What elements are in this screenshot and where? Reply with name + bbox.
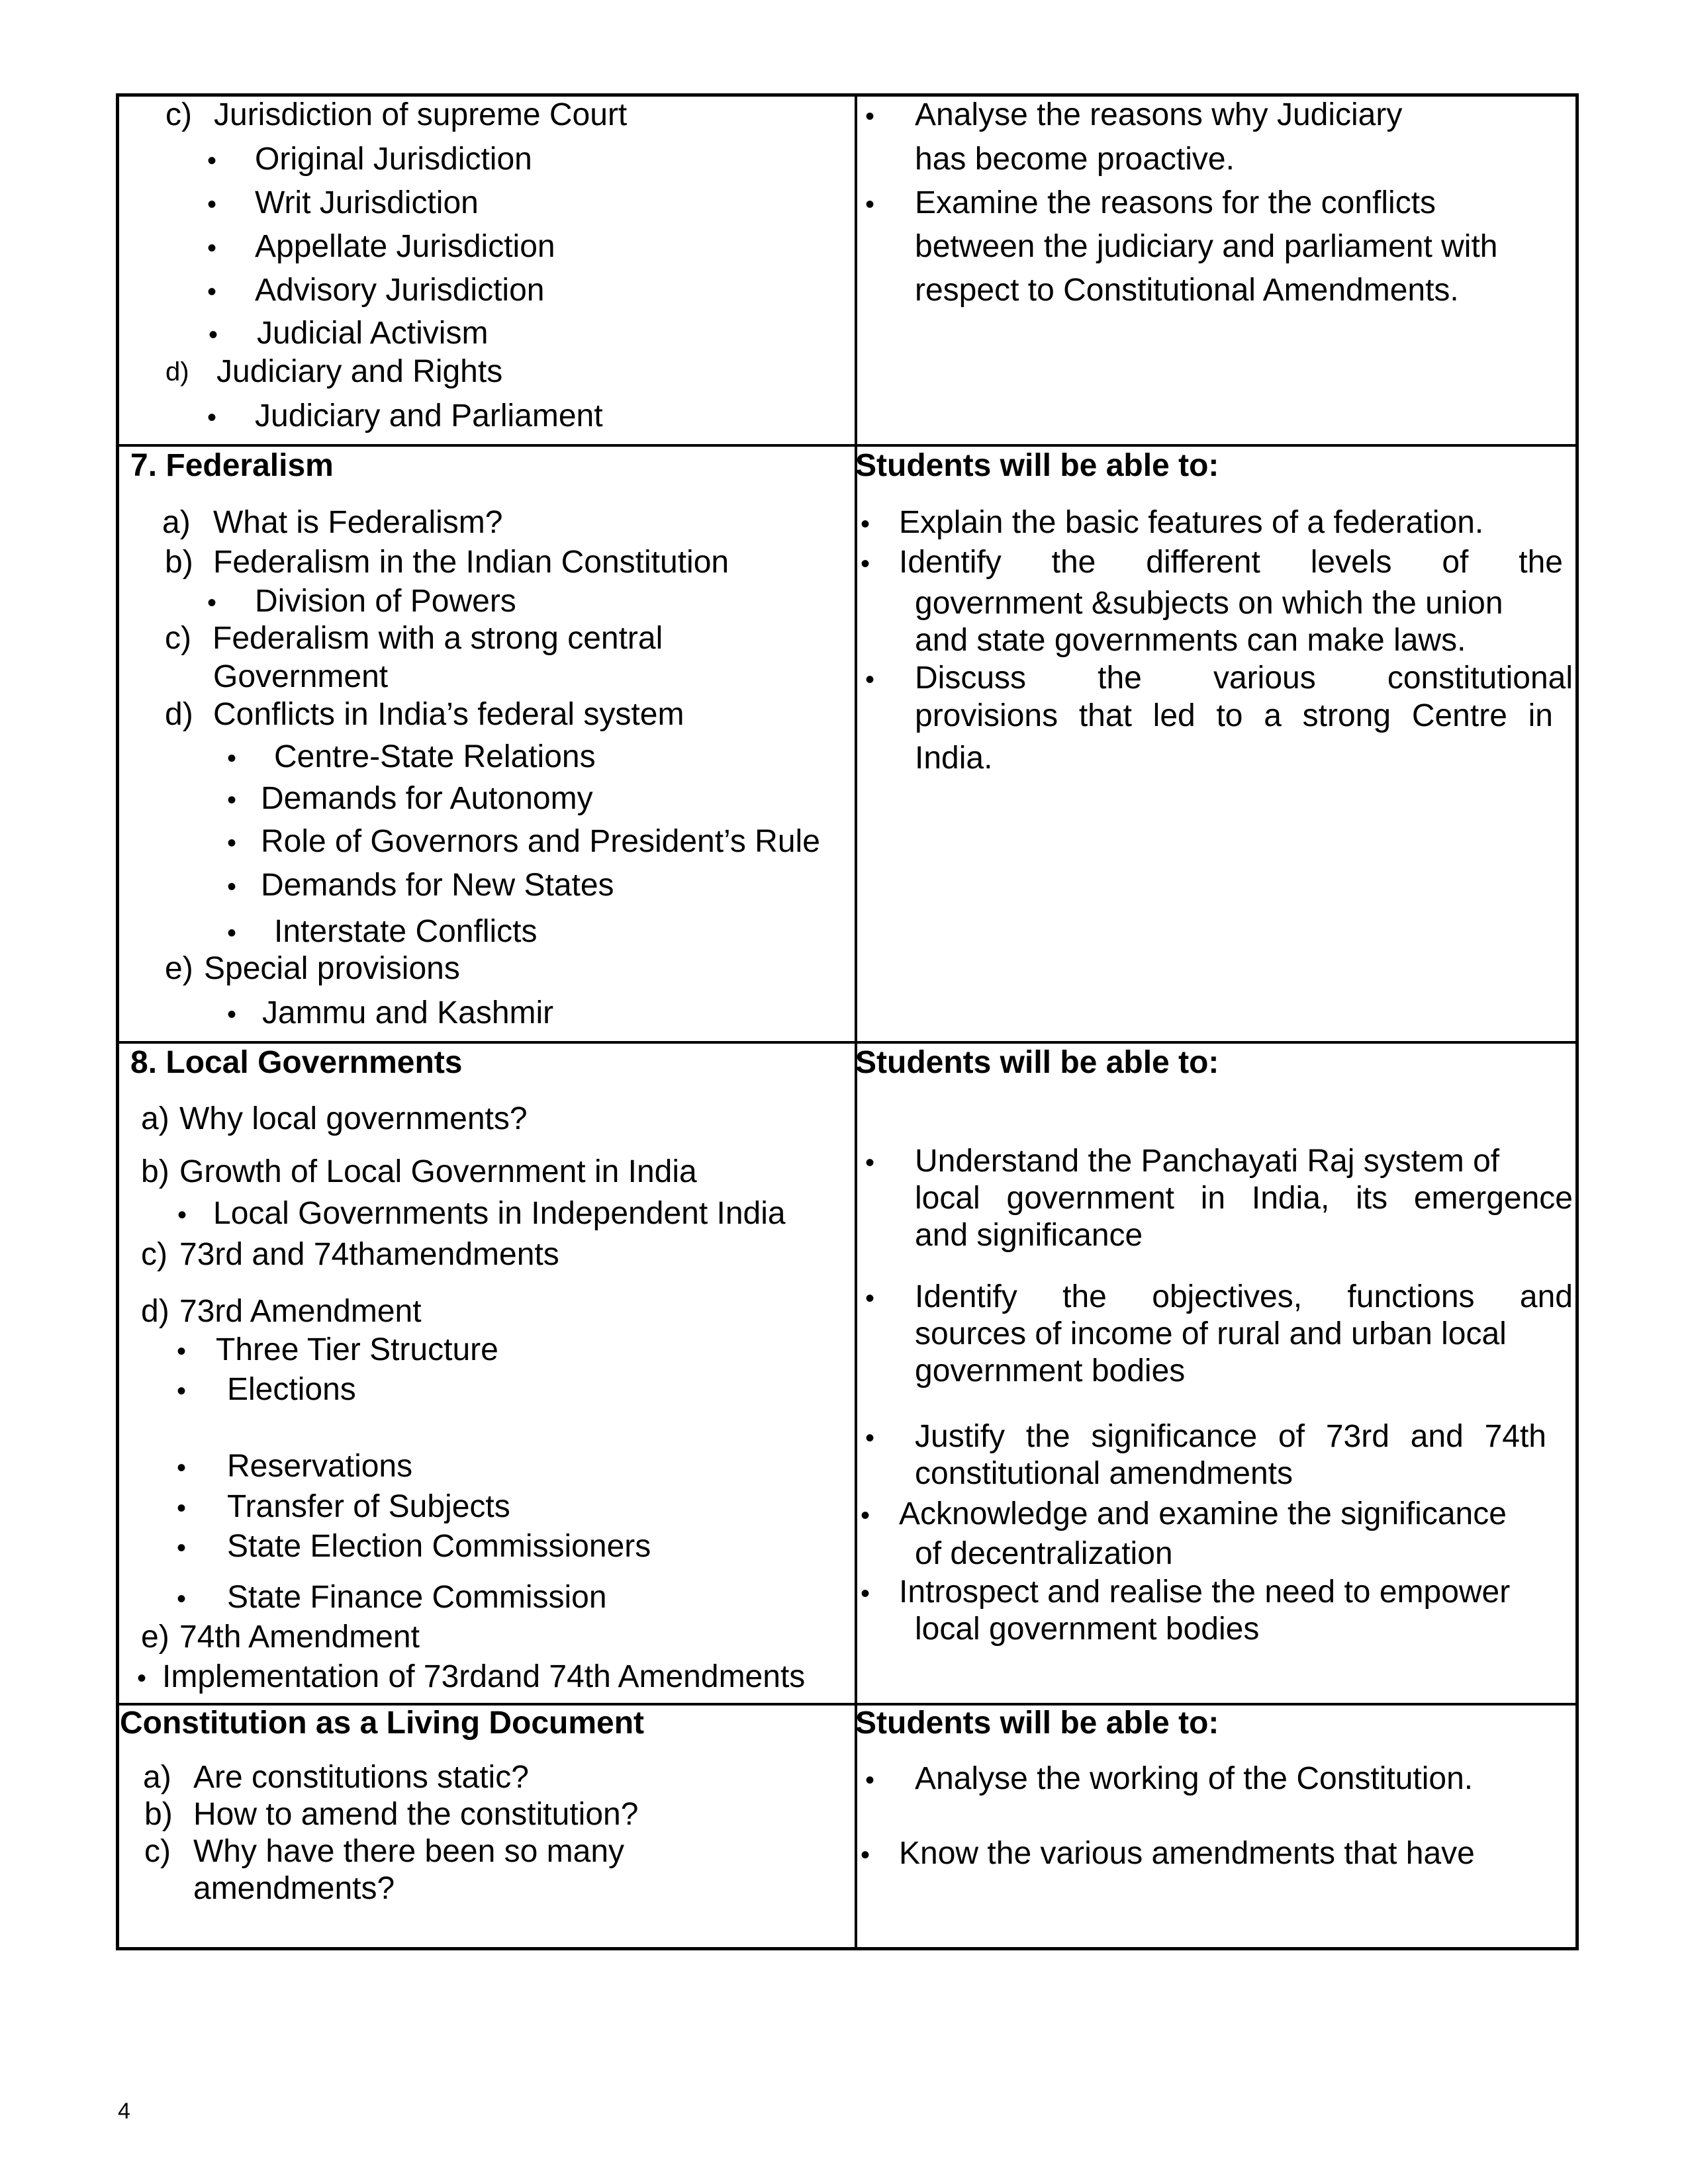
list-marker: a): [143, 1760, 171, 1795]
outcome-line: has become proactive.: [915, 142, 1235, 177]
bullet-icon: •: [861, 1579, 870, 1608]
list-marker: d): [165, 357, 189, 387]
list-item: 73rd and 74thamendments: [179, 1237, 559, 1272]
list-item: Local Governments in Independent India: [213, 1196, 786, 1231]
list-item: Transfer of Subjects: [227, 1489, 510, 1524]
list-item: Jammu and Kashmir: [262, 995, 554, 1030]
list-item: Judicial Activism: [257, 316, 489, 351]
outcome-line: local government in India, its emergence: [915, 1181, 1573, 1216]
list-item: Demands for New States: [261, 868, 614, 903]
bullet-icon: •: [177, 1377, 187, 1406]
list-item: Growth of Local Government in India: [179, 1154, 697, 1189]
outcome-line: Identify the objectives, functions and: [915, 1279, 1573, 1314]
outcome-line: Know the various amendments that have: [899, 1836, 1475, 1871]
bullet-icon: •: [865, 1284, 875, 1313]
outcome-line: Discuss the various constitutional: [915, 660, 1573, 696]
bullet-icon: •: [177, 1494, 187, 1523]
list-item: State Election Commissioners: [227, 1529, 651, 1564]
list-marker: b): [165, 545, 193, 580]
list-item: 73rd Amendment: [179, 1294, 422, 1329]
list-marker: e): [165, 951, 193, 986]
bullet-icon: •: [207, 403, 217, 432]
bullet-icon: •: [207, 277, 217, 306]
list-item: Special provisions: [204, 951, 460, 986]
bullet-icon: •: [861, 1501, 870, 1530]
list-item: Jurisdiction of supreme Court: [214, 97, 628, 132]
bullet-icon: •: [207, 588, 217, 617]
list-item: Division of Powers: [255, 584, 516, 619]
outcome-line: constitutional amendments: [915, 1456, 1293, 1491]
bullet-icon: •: [227, 1000, 237, 1029]
outcome-line: and significance: [915, 1218, 1143, 1253]
outcome-line: and state governments can make laws.: [915, 623, 1466, 658]
outcome-line: sources of income of rural and urban local: [915, 1316, 1507, 1351]
section-heading: 8. Local Governments: [130, 1045, 463, 1080]
outcome-line: government bodies: [915, 1353, 1186, 1388]
bullet-icon: •: [177, 1337, 187, 1366]
list-item: State Finance Commission: [227, 1580, 607, 1615]
list-marker: b): [141, 1154, 169, 1189]
column-divider: [855, 93, 857, 1950]
outcomes-heading: Students will be able to:: [855, 1045, 1219, 1080]
list-item: Implementation of 73rdand 74th Amendments: [162, 1659, 806, 1694]
page-number: 4: [118, 2099, 130, 2124]
outcome-line: Introspect and realise the need to empower: [899, 1574, 1511, 1610]
bullet-icon: •: [209, 320, 218, 349]
list-item: Appellate Jurisdiction: [255, 229, 555, 264]
list-item: Role of Governors and President’s Rule: [261, 824, 820, 859]
list-item: Government: [213, 659, 389, 694]
outcomes-heading: Students will be able to:: [855, 448, 1219, 483]
list-item: Reservations: [227, 1449, 413, 1484]
bullet-icon: •: [227, 829, 237, 858]
bullet-icon: •: [861, 549, 870, 578]
row-divider: [116, 444, 1579, 447]
bullet-icon: •: [865, 665, 875, 694]
outcome-line: provisions that led to a strong Centre in: [915, 698, 1553, 733]
bullet-icon: •: [207, 146, 217, 175]
bullet-icon: •: [227, 786, 237, 815]
outcome-line: Identify the different levels of the: [899, 545, 1563, 580]
outcome-line: government &subjects on which the union: [915, 586, 1503, 621]
section-heading: Constitution as a Living Document: [120, 1706, 645, 1741]
list-item: Elections: [227, 1372, 356, 1407]
list-marker: c): [141, 1237, 167, 1272]
list-marker: a): [162, 505, 191, 540]
list-marker: c): [144, 1834, 171, 1869]
outcome-line: Justify the significance of 73rd and 74th: [915, 1419, 1546, 1454]
list-item: Are constitutions static?: [193, 1760, 529, 1795]
list-item: Federalism in the Indian Constitution: [213, 545, 729, 580]
list-item: Interstate Conflicts: [274, 914, 538, 949]
list-item: Federalism with a strong central: [212, 621, 663, 656]
list-marker: e): [141, 1619, 169, 1655]
bullet-icon: •: [865, 1766, 875, 1795]
list-marker: d): [141, 1294, 169, 1329]
list-marker: c): [165, 97, 192, 132]
bullet-icon: •: [177, 1533, 187, 1563]
bullet-icon: •: [207, 234, 217, 263]
bullet-icon: •: [177, 1584, 187, 1614]
outcome-line: India.: [915, 741, 993, 776]
outcome-line: local government bodies: [915, 1612, 1260, 1647]
list-item: Judiciary and Rights: [216, 354, 503, 389]
bullet-icon: •: [227, 919, 237, 948]
list-item: Conflicts in India’s federal system: [213, 697, 684, 732]
outcome-line: Analyse the working of the Constitution.: [915, 1761, 1474, 1796]
bullet-icon: •: [137, 1664, 147, 1693]
bullet-icon: •: [861, 1841, 870, 1870]
list-item: Three Tier Structure: [216, 1332, 498, 1367]
bullet-icon: •: [865, 102, 875, 131]
outcome-line: between the judiciary and parliament with: [915, 229, 1498, 264]
list-item: How to amend the constitution?: [193, 1797, 639, 1832]
outcome-line: Understand the Panchayati Raj system of: [915, 1144, 1500, 1179]
list-item: Demands for Autonomy: [261, 781, 593, 816]
list-item: Why local governments?: [179, 1101, 528, 1136]
bullet-icon: •: [207, 190, 217, 219]
bullet-icon: •: [177, 1201, 187, 1230]
outcomes-heading: Students will be able to:: [855, 1706, 1219, 1741]
section-heading: 7. Federalism: [130, 448, 334, 483]
outcome-line: Analyse the reasons why Judiciary: [915, 97, 1403, 132]
list-item: What is Federalism?: [213, 505, 503, 540]
list-marker: c): [165, 621, 191, 656]
outcome-line: Explain the basic features of a federation.: [899, 505, 1484, 540]
bullet-icon: •: [861, 510, 870, 539]
outcome-line: of decentralization: [915, 1536, 1173, 1571]
bullet-icon: •: [865, 1148, 875, 1177]
bullet-icon: •: [177, 1453, 187, 1482]
list-item: amendments?: [193, 1871, 395, 1906]
list-item: Why have there been so many: [193, 1834, 625, 1869]
list-item: Original Jurisdiction: [255, 142, 532, 177]
bullet-icon: •: [227, 744, 237, 773]
bullet-icon: •: [865, 1424, 875, 1453]
bullet-icon: •: [865, 190, 875, 219]
bullet-icon: •: [227, 872, 237, 901]
row-divider: [116, 1041, 1579, 1044]
outcome-line: respect to Constitutional Amendments.: [915, 273, 1459, 308]
list-marker: a): [141, 1101, 169, 1136]
list-item: Judiciary and Parliament: [255, 398, 603, 433]
outcome-line: Examine the reasons for the conflicts: [915, 185, 1436, 220]
list-item: 74th Amendment: [179, 1619, 420, 1655]
list-item: Writ Jurisdiction: [255, 185, 479, 220]
outcome-line: Acknowledge and examine the significance: [899, 1496, 1507, 1531]
list-item: Centre-State Relations: [274, 739, 596, 774]
list-item: Advisory Jurisdiction: [255, 273, 545, 308]
list-marker: d): [165, 697, 193, 732]
list-marker: b): [144, 1797, 173, 1832]
